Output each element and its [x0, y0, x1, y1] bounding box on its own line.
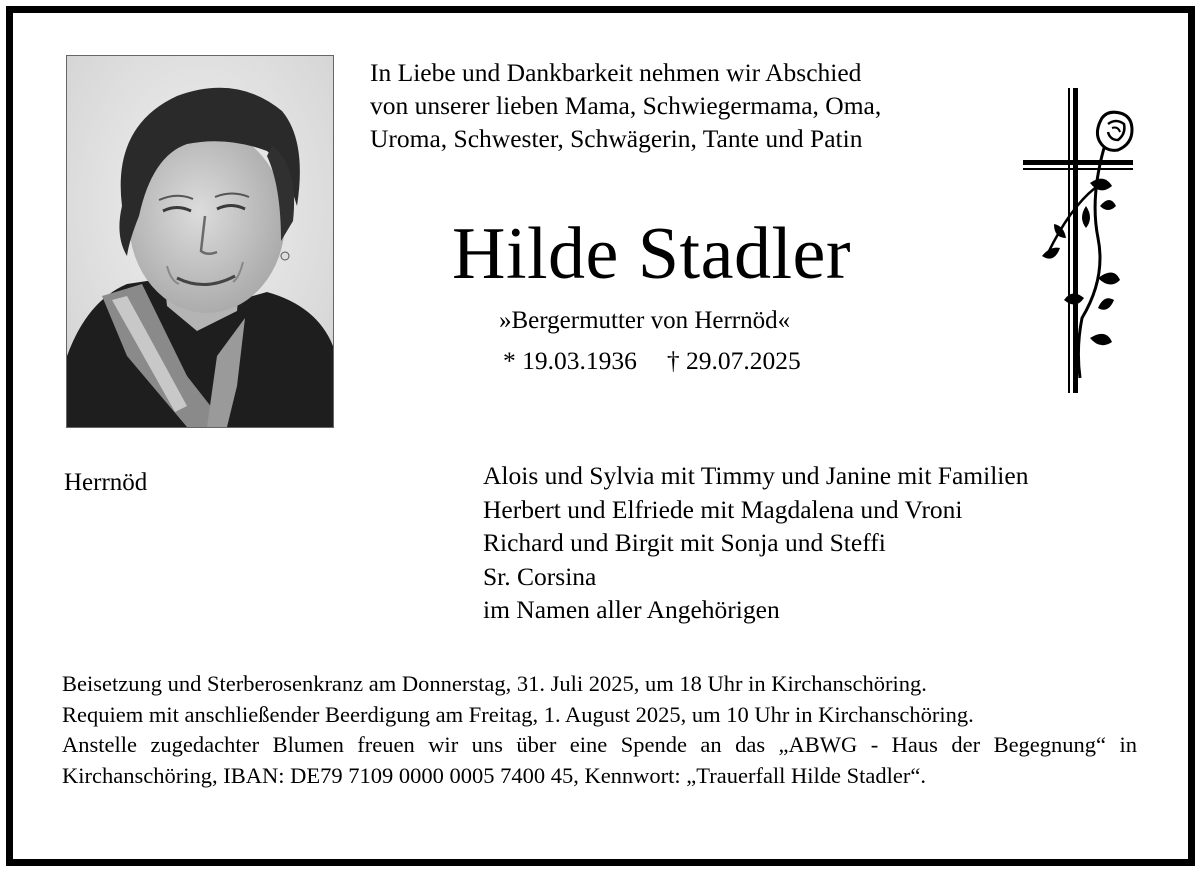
- family-line: Alois und Sylvia mit Timmy und Janine mit Familien: [483, 461, 1029, 490]
- intro-line: von unserer lieben Mama, Schwiegermama, Oma,: [370, 91, 882, 120]
- intro-text: [370, 56, 990, 155]
- family-line: Herbert und Elfriede mit Magdalena und Vroni: [483, 494, 963, 524]
- requiem-notice: Requiem mit anschließender Beerdigung am Freitag, 1. August 2025, um 10 Uhr in Kirchanschöring.: [62, 701, 974, 727]
- life-dates: [503, 346, 801, 376]
- family-line: im Namen aller Angehörigen: [483, 595, 780, 624]
- place-name: Herrnöd: [64, 469, 148, 496]
- family-list: [483, 459, 1028, 627]
- intro-line: In Liebe und Dankbarkeit nehmen wir Abschied: [370, 58, 862, 87]
- portrait-image: [67, 56, 333, 427]
- deceased-nickname: »Bergermutter von Herrnöd«: [499, 307, 791, 334]
- intro-line: Uroma, Schwester, Schwägerin, Tante und Patin: [370, 124, 863, 153]
- donation-notice: Anstelle zugedachter Blumen freuen wir uns über eine Spende an das „ABWG - Haus der Begegnung“ in Kirchanschöring, IBAN: DE79 7109 0000 0005 7400 45, Kennwort: „Trauerfall Hilde Stadler“.: [62, 732, 1137, 788]
- birth-date: * 19.03.1936: [503, 346, 637, 375]
- rosary-notice: Beisetzung und Sterberosenkranz am Donnerstag, 31. Juli 2025, um 18 Uhr in Kirchanschöring.: [62, 671, 927, 696]
- portrait-photo: [66, 55, 334, 428]
- family-line: Richard und Birgit mit Sonja und Steffi: [483, 528, 886, 557]
- deceased-name: Hilde Stadler: [452, 213, 852, 295]
- funeral-notices: [62, 669, 1137, 791]
- death-date: † 29.07.2025: [666, 346, 801, 375]
- family-line: Sr. Corsina: [483, 561, 597, 591]
- cross-with-rose-icon: [1020, 88, 1140, 393]
